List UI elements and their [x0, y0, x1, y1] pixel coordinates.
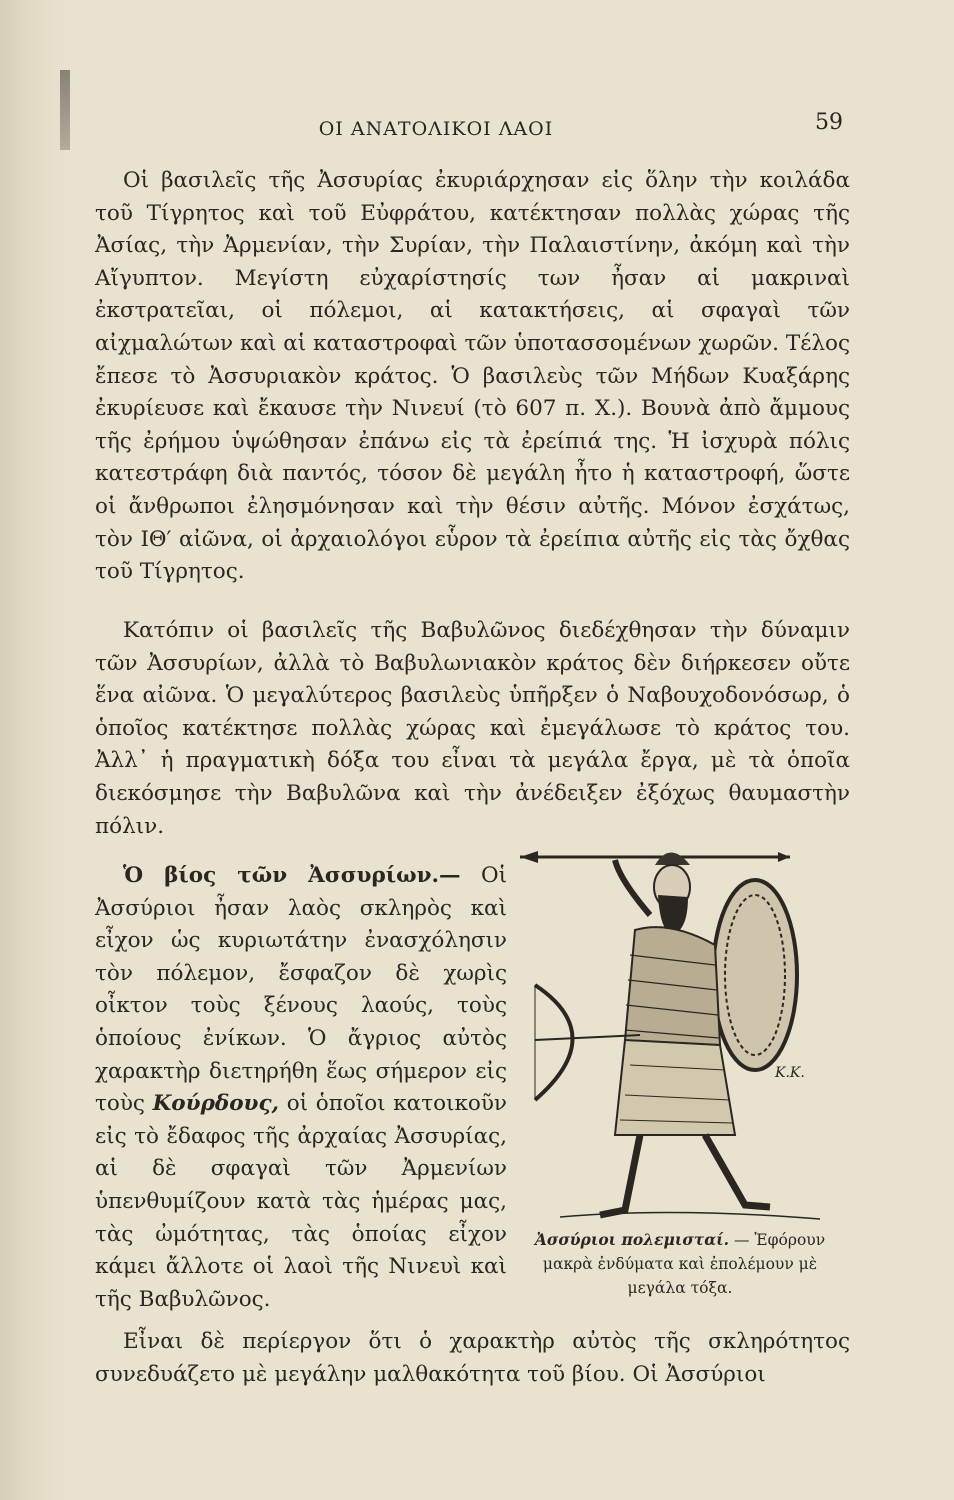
assyrian-warrior-illustration: [520, 835, 840, 1225]
page-number: 59: [815, 110, 843, 135]
paragraph-2: Κατόπιν οἱ βασιλεῖς τῆς Βαβυλῶνος διεδέχθησαν τὴν δύναμιν τῶν Ἀσσυρίων, ἀλλὰ τὸ Βαβυλωνιακὸν κράτος δὲν διήρκεσεν οὔτε ἕνα αἰῶνα. Ὁ μεγαλύτερος βασιλεὺς ὑπῆρξεν ὁ Ναβουχοδονόσωρ, ὁ ὁποῖος κατέκτησε πολλὰς χώρας καὶ ἐμεγάλωσε τὸ κράτος του. Ἀλλ᾽ ἡ πραγματικὴ δόξα του εἶναι τὰ μεγάλα ἔργα, μὲ τὰ ὁποῖα διεκόσμησε τὴν Βαβυλῶνα καὶ τὴν ἀνέδειξεν ἐξόχως θαυμαστὴν πόλιν.: [95, 618, 850, 839]
section-text-a: Οἱ Ἀσσύριοι ἦσαν λαὸς σκληρὸς καὶ εἶχον ὡς κυριωτάτην ἐνασχόλησιν τὸν πόλεμον, ἔσφαζον δὲ χωρὶς οἶκτον τοὺς ξένους λαούς, τοὺς ὁποίους ἐνίκων. Ὁ ἄγριος αὐτὸς χαρακτὴρ διετηρήθη ἕως σήμερον εἰς τοὺς: [95, 863, 507, 1117]
running-title: ΟΙ ΑΝΑΤΟΛΙΚΟΙ ΛΑΟΙ: [318, 118, 554, 140]
paragraph-1b-text: Τέλος ἔπεσε τὸ Ἀσσυριακὸν κράτος. Ὁ βασιλεὺς τῶν Μήδων Κυαξάρης ἐκυρίευσε καὶ ἔκαυσε τὴν Νινευί (τὸ 607 π. Χ.). Βουνὰ ἀπὸ ἄμμους τῆς ἐρήμου ὑψώθησαν ἐπάνω εἰς τὰ ἐρείπιά της. Ἡ ἰσχυρὰ πόλις κατεστράφη διὰ παντός, τόσον δὲ μεγάλη ἦτο ἡ καταστροφή, ὥστε οἱ ἄνθρωποι ἐλησμόνησαν καὶ τὴν θέσιν αὐτῆς. Μόνον ἐσχάτως, τὸν ΙΘ′ αἰῶνα, οἱ ἀρχαιολόγοι εὗρον τὰ ἐρείπια αὐτῆς εἰς τὰς ὄχθας τοῦ Τίγρητος.: [95, 330, 850, 585]
closing-paragraph: Εἶναι δὲ περίεργον ὅτι ὁ χαρακτὴρ αὐτὸς τῆς σκληρότητος συνεδυάζετο μὲ μεγάλην μαλθακότητα τοῦ βίου. Οἱ Ἀσσύριοι: [95, 1329, 850, 1387]
section-heading: Ὁ βίος τῶν Ἀσσυρίων.—: [123, 863, 461, 888]
margin-ink-mark: [60, 70, 70, 150]
figure-caption: [520, 1228, 840, 1300]
caption-text: — Ἐφόρουν μακρὰ ἐνδύματα καὶ ἐπολέμουν μὲ μεγάλα τόξα.: [542, 1231, 826, 1297]
section-text-b: οἱ ὁποῖοι κατοικοῦν εἰς τὸ ἔδαφος τῆς ἀρχαίας Ἀσσυρίας, αἱ δὲ σφαγαὶ τῶν Ἀρμενίων ὑπενθυμίζουν κατὰ τὰς ἡμέρας μας, τὰς ὠμότητας, τὰς ὁποίας εἶχον κάμει ἄλλοτε οἱ λαοὶ τῆς Νινευὶ καὶ τῆς Βαβυλῶνος.: [95, 1091, 507, 1312]
caption-title: Ἀσσύριοι πολεμισταί.: [534, 1230, 730, 1249]
kurds-emphasis: Κούρδους,: [152, 1091, 280, 1117]
paragraph-1-text: Οἱ βασιλεῖς τῆς Ἀσσυρίας ἐκυριάρχησαν εἰς ὅλην τὴν κοιλάδα τοῦ Τίγρητος καὶ τοῦ Εὐφράτου, κατέκτησαν πολλὰς χώρας τῆς Ἀσίας, τὴν Ἀρμενίαν, τὴν Συρίαν, τὴν Παλαιστίνην, ἀκόμη καὶ τὴν Αἴγυπτον. Μεγίστη εὐχαρίστησίς των ἦσαν αἱ μακριναὶ ἐκστρατεῖαι, οἱ πόλεμοι, αἱ κατακτήσεις, αἱ σφαγαὶ τῶν αἰχμαλώτων καὶ αἱ καταστροφαὶ τῶν ὑποτασσομένων χωρῶν.: [95, 168, 850, 356]
artist-mark: K.K.: [775, 1065, 805, 1081]
paragraph-1: [95, 165, 850, 589]
section-assyrian-life: [95, 860, 507, 1316]
binding-shadow: [0, 0, 70, 1500]
